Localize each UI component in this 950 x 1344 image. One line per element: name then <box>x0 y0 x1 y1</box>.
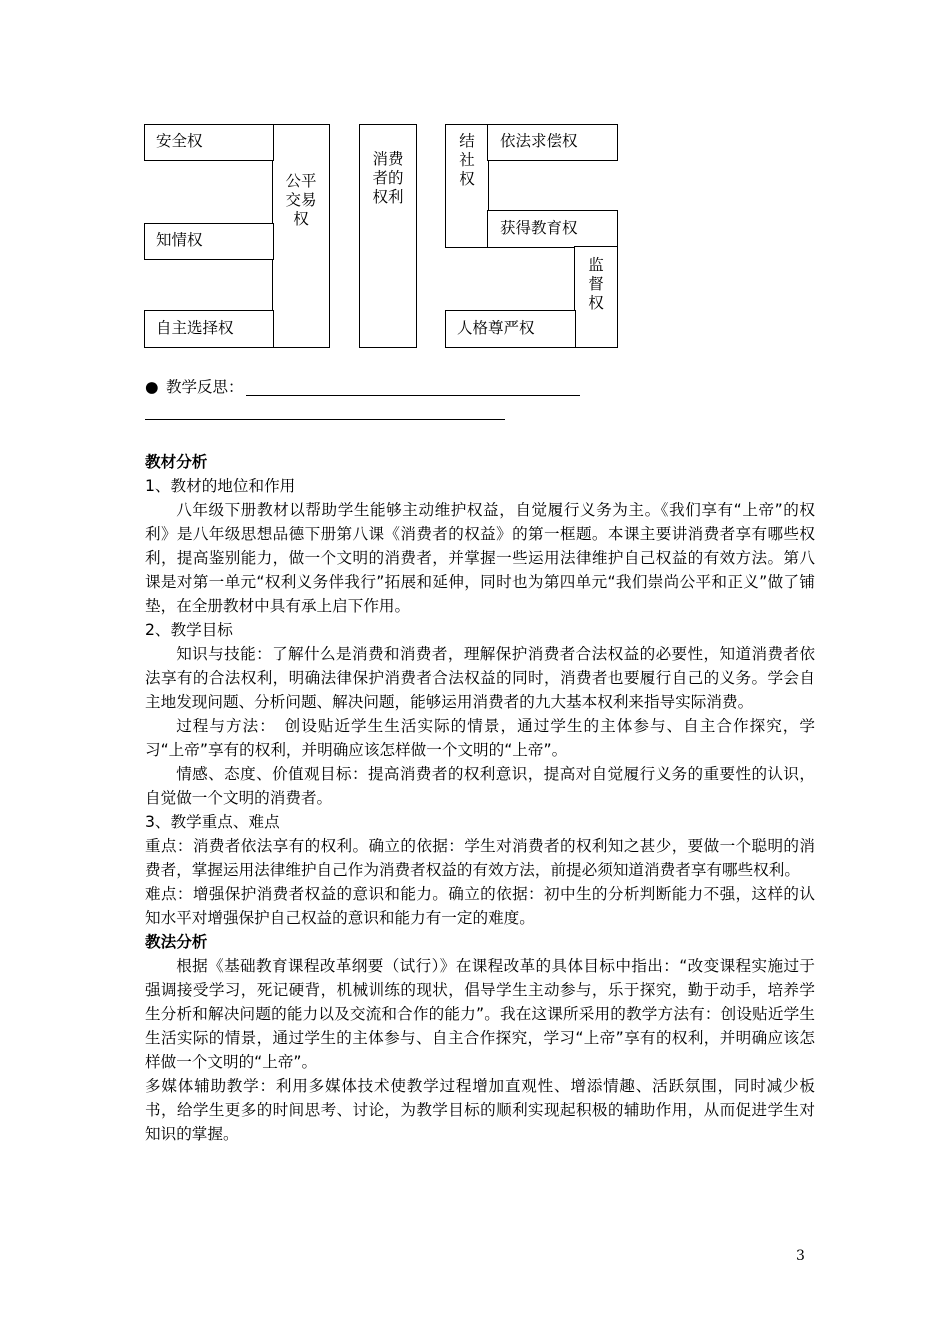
section-1-title: 1、教材的地位和作用 <box>145 477 296 495</box>
section-2-paragraph-2: 过程与方法： 创设贴近学生生活实际的情景，通过学生的主体参与、自主合作探究，学习“上帝”享有的权利，并明确应该怎样做一个文明的“上帝”。 <box>145 717 815 759</box>
section-3-paragraph-2: 难点：增强保护消费者权益的意识和能力。确立的依据：初中生的分析判断能力不强，这样的认知水平对增强保护自己权益的意识和能力有一定的难度。 <box>145 885 815 927</box>
compensation-label: 依法求偿权 <box>500 132 578 150</box>
section-1-paragraph: 八年级下册教材以帮助学生能够主动维护权益，自觉履行义务为主。《我们享有“上帝”的权利》是八年级思想品德下册第八课《消费者的权益》的第一框题。本课主要讲消费者享有哪些权利，提高鉴别能力，做一个文明的消费者，并掌握一些运用法律维护自己权益的有效方法。第八课是对第一单元“权利义务伴我行”拓展和延伸，同时也为第四单元“我们崇尚公平和正义”做了铺垫，在全册教材中具有承上启下作用。 <box>145 501 815 615</box>
section-3-title: 3、教学重点、难点 <box>145 813 280 831</box>
reflection-bullet: ● <box>145 378 159 396</box>
section-2-paragraph-3: 情感、态度、价值观目标：提高消费者的权利意识，提高对自觉履行义务的重要性的认识，自觉做一个文明的消费者。 <box>145 765 815 807</box>
fair-trade-label: 公平 交易 权 <box>285 172 317 228</box>
page-number: 3 <box>796 1248 805 1264</box>
fair-trade-box <box>272 124 330 348</box>
reflection-blank-line-2 <box>145 419 505 420</box>
reflection-blank-line-1 <box>246 395 580 396</box>
association-label: 结 社 权 <box>459 132 475 188</box>
method-heading: 教法分析 <box>145 933 208 951</box>
method-paragraph-2: 多媒体辅助教学：利用多媒体技术使教学过程增加直观性、增添情趣、活跃氛围，同时减少板书，给学生更多的时间思考、讨论，为教学目标的顺利实现起积极的辅助作用，从而促进学生对知识的掌握。 <box>145 1077 815 1143</box>
supervision-label: 监 督 权 <box>588 256 604 312</box>
document-body <box>145 450 815 1146</box>
material-heading: 教材分析 <box>145 453 208 471</box>
consumer-rights-label: 消费 者的 权利 <box>372 150 404 206</box>
reflection-label: 教学反思： <box>166 378 244 396</box>
safety-right-label: 安全权 <box>156 132 203 150</box>
method-paragraph-1: 根据《基础教育课程改革纲要（试行）》在课程改革的具体目标中指出：“改变课程实施过于强调接受学习，死记硬背，机械训练的现状，倡导学生主动参与，乐于探究，勤于动手，培养学生分析和解决问题的能力以及交流和合作的能力”。我在这课所采用的教学方法有：创设贴近学生生活实际的情景，通过学生的主体参与、自主合作探究，学习“上帝”享有的权利，并明确应该怎样做一个文明的“上帝”。 <box>145 957 815 1071</box>
right-to-know-label: 知情权 <box>156 231 203 249</box>
education-label: 获得教育权 <box>500 219 578 237</box>
dignity-label: 人格尊严权 <box>457 319 535 337</box>
section-3-paragraph-1: 重点：消费者依法享有的权利。确立的依据：学生对消费者的权利知之甚少，要做一个聪明的消费者，掌握运用法律维护自己作为消费者权益的有效方法，前提必须知道消费者享有哪些权利。 <box>145 837 815 879</box>
section-2-title: 2、教学目标 <box>145 621 233 639</box>
free-choice-label: 自主选择权 <box>156 319 234 337</box>
section-2-paragraph-1: 知识与技能：了解什么是消费和消费者，理解保护消费者合法权益的必要性，知道消费者依法享有的合法权利，明确法律保护消费者合法权益的同时，消费者也要履行自己的义务。学会自主地发现问题、分析问题、解决问题，能够运用消费者的九大基本权利来指导实际消费。 <box>145 645 815 711</box>
